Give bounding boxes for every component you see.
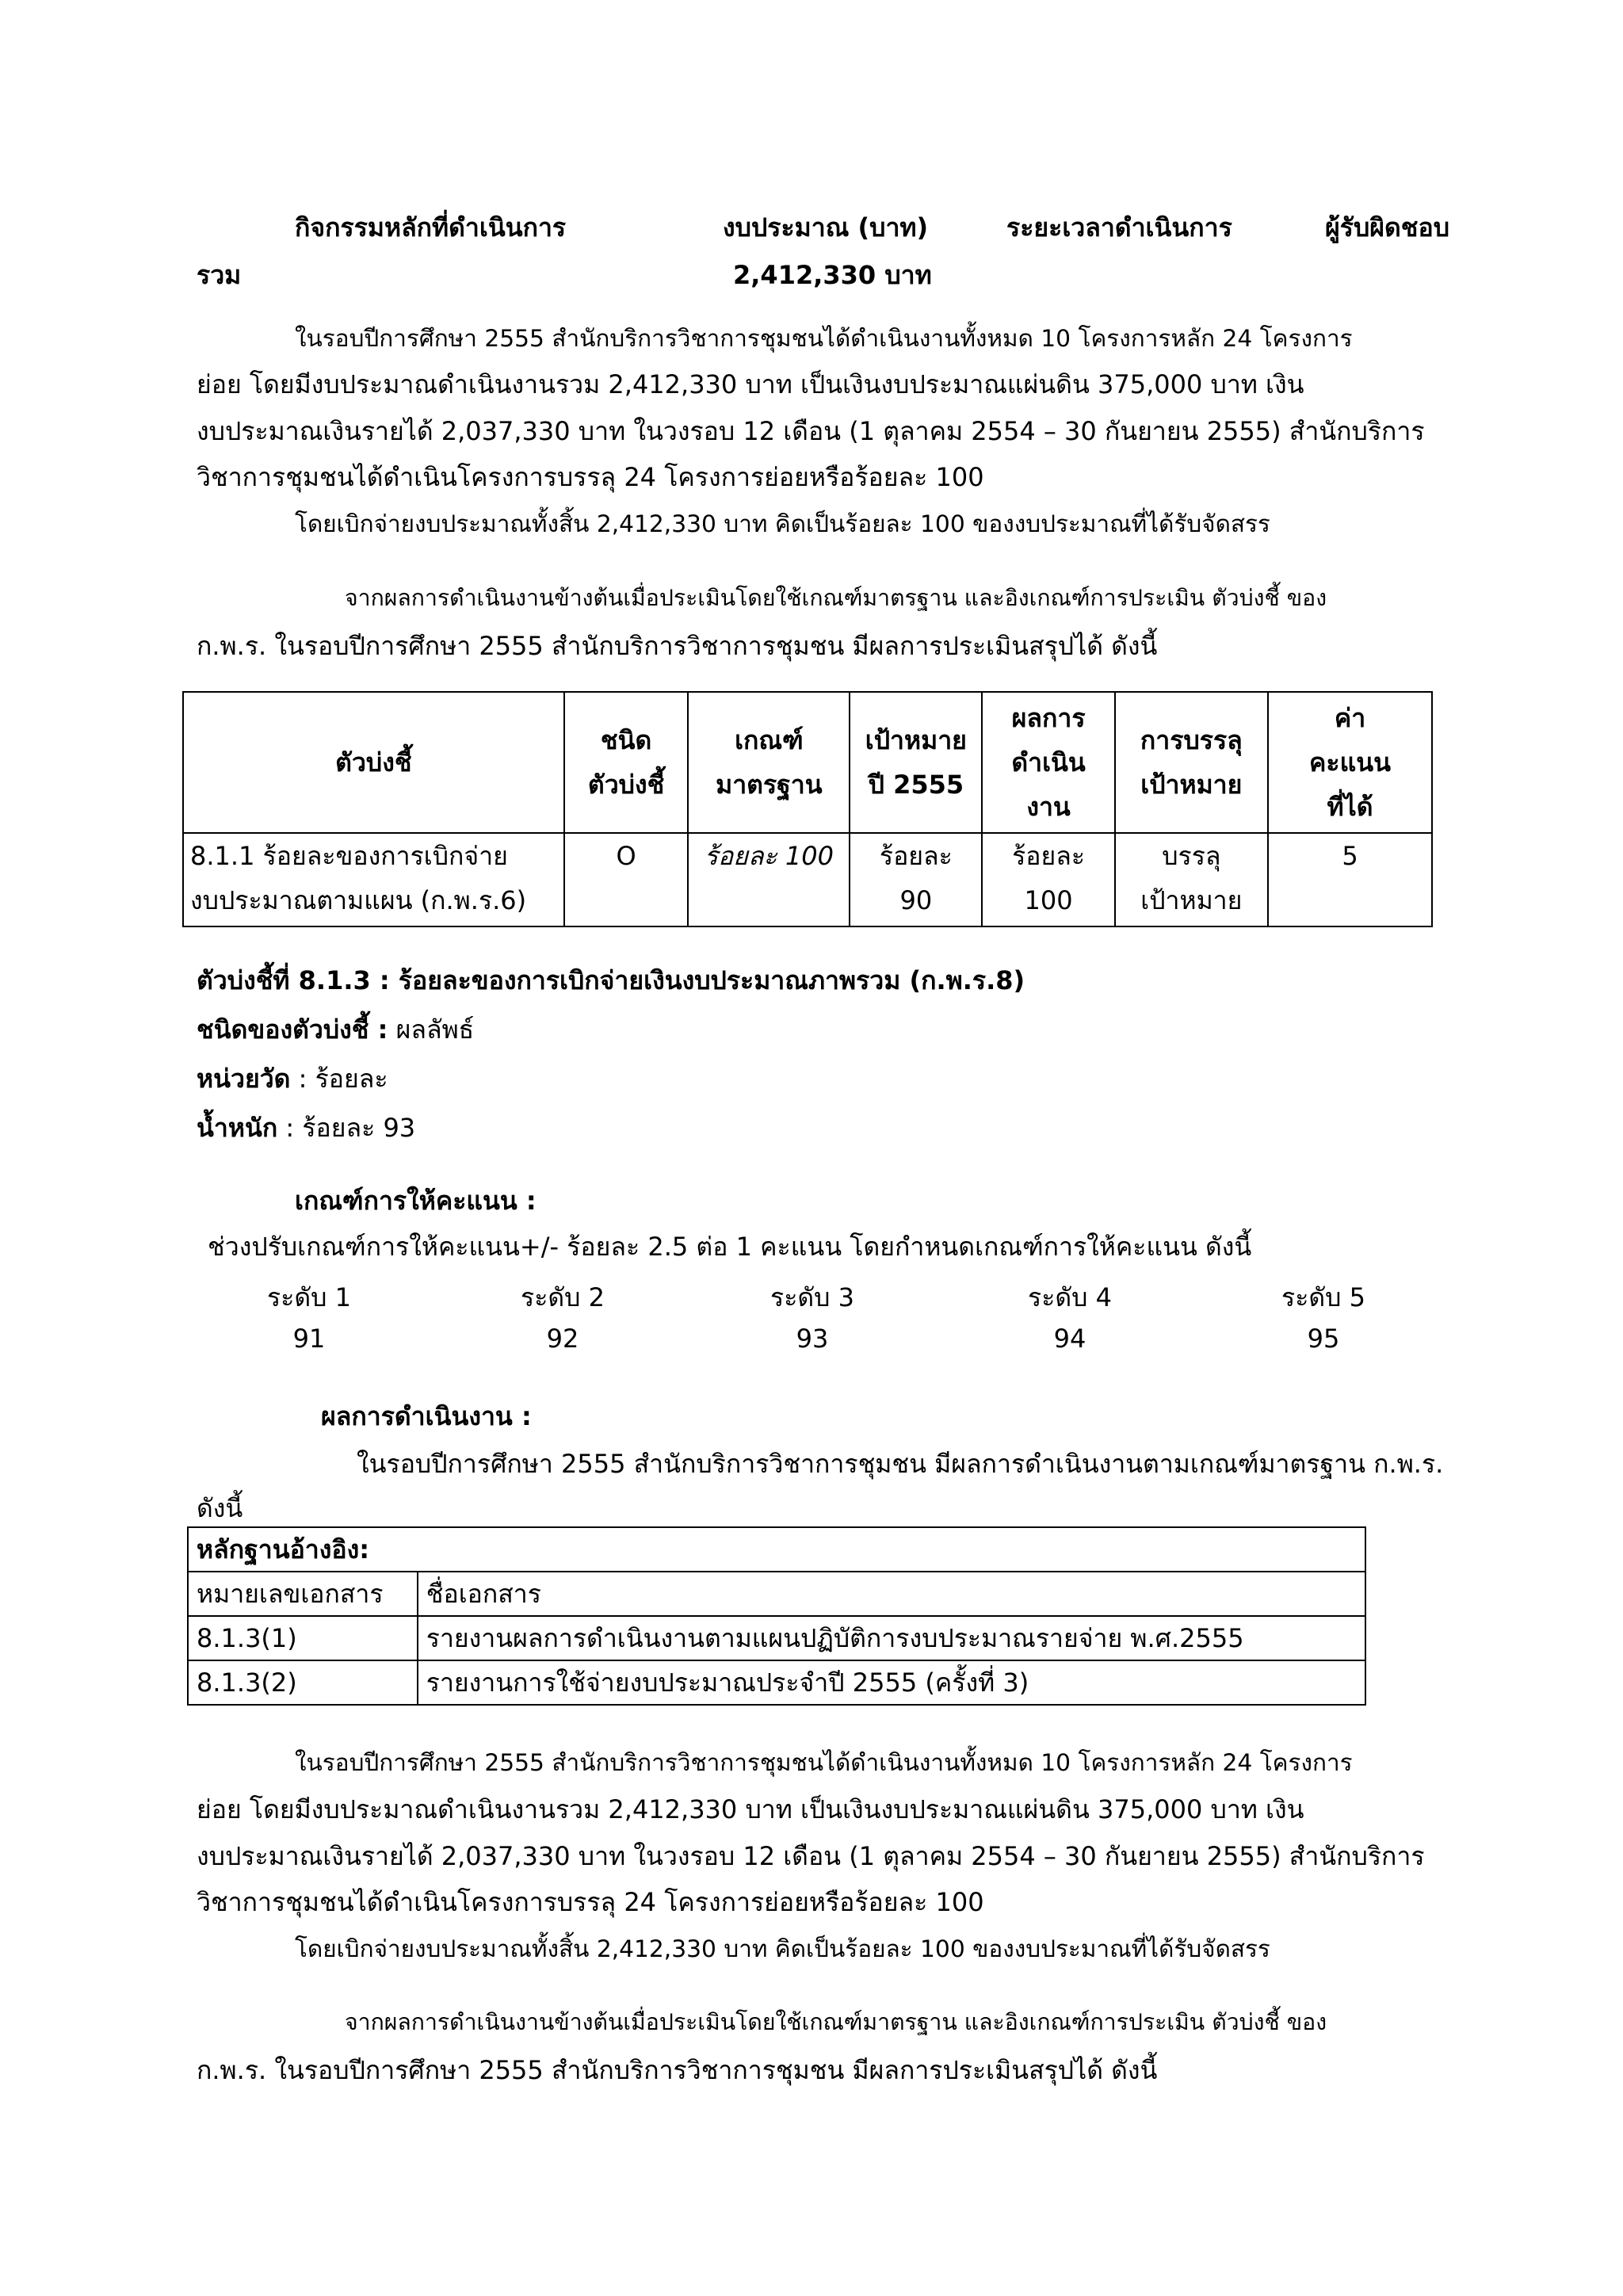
performance-line-2: ดังนี้ <box>197 1493 243 1523</box>
header-budget: งบประมาณ (บาท) <box>723 212 929 243</box>
closing-line-3: งบประมาณเงินรายได้ 2,037,330 บาท ในวงรอบ 12 เดือน (1 ตุลาคม 2554 – 30 กันยายน 2555) สำนักบริการ <box>197 1841 1425 1871</box>
closing-line-4: วิชาการชุมชนได้ดำเนินโครงการบรรลุ 24 โครงการย่อยหรือร้อยละ 100 <box>197 1887 984 1917</box>
header-period: ระยะเวลาดำเนินการ <box>1006 212 1232 243</box>
table-row <box>188 1660 1365 1705</box>
level-4-value: 94 <box>1053 1324 1086 1354</box>
intro-line-4: วิชาการชุมชนได้ดำเนินโครงการบรรลุ 24 โครงการย่อยหรือร้อยละ 100 <box>197 462 984 492</box>
closing-eval-line-1: จากผลการดำเนินงานข้างต้นเมื่อประเมินโดยใช้เกณฑ์มาตรฐาน และอิงเกณฑ์การประเมิน ตัวบ่งชี้ ของ <box>345 2009 1327 2035</box>
level-1-label: ระดับ 1 <box>267 1282 351 1312</box>
cell-score: 5 <box>1268 833 1432 926</box>
scoring-description: ช่วงปรับเกณฑ์การให้คะแนน+/- ร้อยละ 2.5 ต่อ 1 คะแนน โดยกำหนดเกณฑ์การให้คะแนน ดังนี้ <box>208 1232 1252 1262</box>
th-achievement: การบรรลุ เป้าหมาย <box>1115 692 1268 833</box>
cell-result: ร้อยละ 100 <box>982 833 1114 926</box>
evidence-col-doc-no: หมายเลขเอกสาร <box>188 1572 418 1616</box>
result-table <box>182 691 1433 927</box>
total-value: 2,412,330 บาท <box>733 260 932 290</box>
performance-heading: ผลการดำเนินงาน : <box>321 1401 532 1431</box>
evidence-doc-no: 8.1.3(2) <box>188 1660 418 1705</box>
evidence-doc-name: รายงานผลการดำเนินงานตามแผนปฏิบัติการงบประมาณรายจ่าย พ.ศ.2555 <box>418 1616 1365 1660</box>
th-result: ผลการ ดำเนิน งาน <box>982 692 1114 833</box>
level-3-label: ระดับ 3 <box>770 1282 854 1312</box>
scoring-heading: เกณฑ์การให้คะแนน : <box>295 1186 537 1216</box>
intro-line-2: ย่อย โดยมีงบประมาณดำเนินงานรวม 2,412,330 บาท เป็นเงินงบประมาณแผ่นดิน 375,000 บาท เงิน <box>197 369 1304 399</box>
level-2-value: 92 <box>546 1324 579 1354</box>
indicator-title: ตัวบ่งชี้ที่ 8.1.3 : ร้อยละของการเบิกจ่ายเงินงบประมาณภาพรวม (ก.พ.ร.8) <box>197 965 1025 995</box>
intro-line-5: โดยเบิกจ่ายงบประมาณทั้งสิ้น 2,412,330 บาท คิดเป็นร้อยละ 100 ของงบประมาณที่ได้รับจัดสรร <box>295 510 1270 538</box>
level-2-label: ระดับ 2 <box>521 1282 605 1312</box>
header-activity: กิจกรรมหลักที่ดำเนินการ <box>295 212 567 243</box>
total-label: รวม <box>197 260 242 290</box>
th-target: เป้าหมาย ปี 2555 <box>850 692 982 833</box>
table-row <box>188 1616 1365 1660</box>
cell-target: ร้อยละ 90 <box>850 833 982 926</box>
indicator-type: ชนิดของตัวบ่งชี้ : ผลลัพธ์ <box>197 1014 475 1045</box>
level-3-value: 93 <box>796 1324 829 1354</box>
level-5-value: 95 <box>1307 1324 1340 1354</box>
intro-line-1: ในรอบปีการศึกษา 2555 สำนักบริการวิชาการชุมชนได้ดำเนินงานทั้งหมด 10 โครงการหลัก 24 โครงการ <box>295 325 1353 353</box>
indicator-weight: น้ำหนัก : ร้อยละ 93 <box>197 1113 416 1143</box>
th-score: ค่า คะแนน ที่ได้ <box>1268 692 1432 833</box>
cell-criteria: ร้อยละ 100 <box>688 833 850 926</box>
evidence-doc-no: 8.1.3(1) <box>188 1616 418 1660</box>
evidence-col-doc-name: ชื่อเอกสาร <box>418 1572 1365 1616</box>
evidence-title: หลักฐานอ้างอิง: <box>188 1527 1365 1572</box>
closing-line-5: โดยเบิกจ่ายงบประมาณทั้งสิ้น 2,412,330 บาท คิดเป็นร้อยละ 100 ของงบประมาณที่ได้รับจัดสรร <box>295 1935 1270 1963</box>
closing-line-2: ย่อย โดยมีงบประมาณดำเนินงานรวม 2,412,330 บาท เป็นเงินงบประมาณแผ่นดิน 375,000 บาท เงิน <box>197 1794 1304 1824</box>
th-criteria: เกณฑ์ มาตรฐาน <box>688 692 850 833</box>
level-5-label: ระดับ 5 <box>1281 1282 1365 1312</box>
level-4-label: ระดับ 4 <box>1028 1282 1112 1312</box>
cell-type: O <box>564 833 689 926</box>
cell-indicator: 8.1.1 ร้อยละของการเบิกจ่าย งบประมาณตามแผน (ก.พ.ร.6) <box>183 833 564 926</box>
level-1-value: 91 <box>292 1324 326 1354</box>
th-type: ชนิด ตัวบ่งชี้ <box>564 692 689 833</box>
intro-eval-line-1: จากผลการดำเนินงานข้างต้นเมื่อประเมินโดยใช้เกณฑ์มาตรฐาน และอิงเกณฑ์การประเมิน ตัวบ่งชี้ ของ <box>345 585 1327 611</box>
closing-eval-line-2: ก.พ.ร. ในรอบปีการศึกษา 2555 สำนักบริการวิชาการชุมชน มีผลการประเมินสรุปได้ ดังนี้ <box>197 2055 1158 2085</box>
intro-eval-line-2: ก.พ.ร. ในรอบปีการศึกษา 2555 สำนักบริการวิชาการชุมชน มีผลการประเมินสรุปได้ ดังนี้ <box>197 631 1158 661</box>
th-indicator: ตัวบ่งชี้ <box>183 692 564 833</box>
header-owner: ผู้รับผิดชอบ <box>1325 212 1450 243</box>
intro-line-3: งบประมาณเงินรายได้ 2,037,330 บาท ในวงรอบ 12 เดือน (1 ตุลาคม 2554 – 30 กันยายน 2555) สำนักบริการ <box>197 416 1425 446</box>
indicator-unit: หน่วยวัด : ร้อยละ <box>197 1064 388 1094</box>
evidence-table <box>187 1526 1366 1706</box>
performance-line-1: ในรอบปีการศึกษา 2555 สำนักบริการวิชาการชุมชน มีผลการดำเนินงานตามเกณฑ์มาตรฐาน ก.พ.ร. <box>357 1449 1444 1479</box>
table-row <box>183 833 1432 926</box>
closing-line-1: ในรอบปีการศึกษา 2555 สำนักบริการวิชาการชุมชนได้ดำเนินงานทั้งหมด 10 โครงการหลัก 24 โครงการ <box>295 1749 1353 1777</box>
cell-achievement: บรรลุ เป้าหมาย <box>1115 833 1268 926</box>
evidence-doc-name: รายงานการใช้จ่ายงบประมาณประจำปี 2555 (ครั้งที่ 3) <box>418 1660 1365 1705</box>
